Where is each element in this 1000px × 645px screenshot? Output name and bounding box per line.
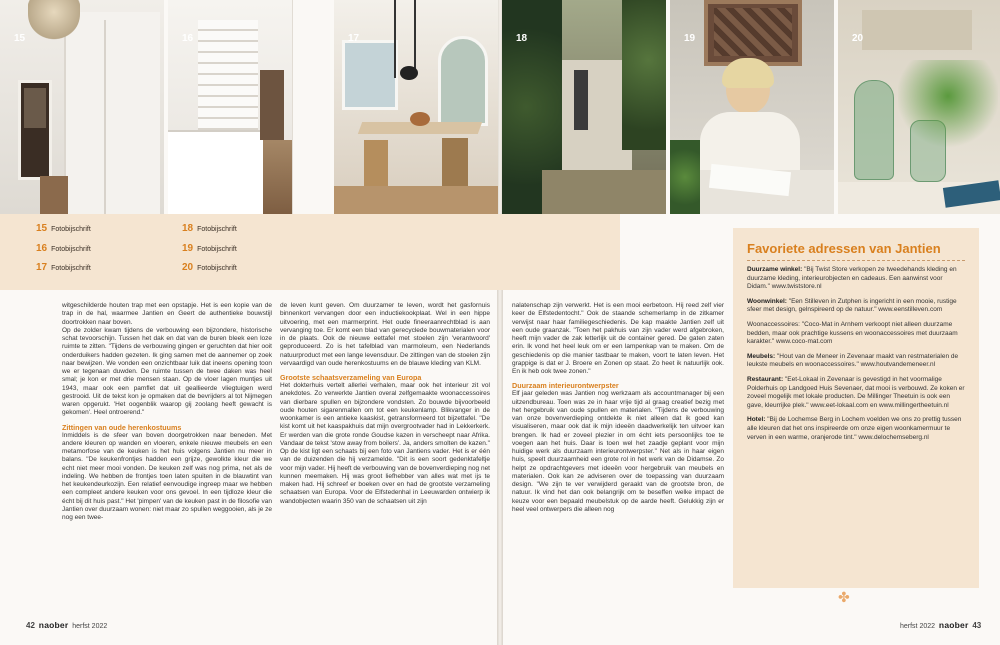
address-entry: Woonwinkel: "Een Stilleven in Zutphen is ingericht in een mooie, rustige sfeer met design, gelnspireerd op de natuur." www.eenstilleven.com <box>747 297 957 314</box>
photo-number: 17 <box>348 33 360 44</box>
subheading: Duurzaam interieurontwerpster <box>512 381 619 391</box>
text-column-2 <box>280 302 490 506</box>
address-entry: Hotel: "Bij de Lochemse Berg in Lochem voelden we ons zo prettig tussen alle kleuren dat het ons inspireerde om onze eigen woonkamermuur te verven in een warme, oranjerode tint." www.delochemseberg.nl <box>747 416 962 441</box>
address-entry: Restaurant: "Eet-Lokaal in Zevenaar is gevestigd in het voormalige Polderhuis op Landgoed Huis Sevenaer, dat mooi is verbouwd. Ze koken er zoveel mogelijk met lokale producten. De Millinger Theetuin is ook een gave, kleurrijke plek." www.eet-lokaal.com en www.millingertheetuin.nl <box>747 375 965 409</box>
footer-left <box>26 620 107 630</box>
paragraph: Het dokterhuis vertelt allerlei verhalen, maar ook het interieur zit vol anekdotes. Zo verwerkte Jantien overal zelfgemaakte woonaccessoires van dierbare spullen en bijzondere vondsten. Zo bouwde bijvoorbeeld oude houten sigarenmallen om tot een keukenlamp. Blikvanger in de woonkamer is een antieke kaaskist, getransformeerd tot bijzettafel. "De kist komt uit het kaaspakhuis dat mijn overgrootvader had in Lekkerkerk. Er werden van die grote ronde Goudse kazen in verscheept naar Afrika. Vandaar de tekst 'stow away from boilers'. Ja, anders smolten de kazen." Op de kist ligt een schaats bij een foto van Jantiens vader. Het is er één van de duizenden die hij verzamelde. "Dit is een soort gedenktafeltje voor mijn vader. Hij heeft de verbouwing van de bovenverdieping nog net kunnen meemaken. Hij was groot liefhebber van alles wat met ijs te maken had. Hij schreef er boeken over en had de grootste verzameling schaatsen van Europa. Voor de Elfstedenhal in Leeuwarden ontwierp ik wandobjecten waarin 350 van de schaatsen uit zijn <box>280 382 490 505</box>
photo-number: 16 <box>182 33 194 44</box>
photo-16 <box>168 0 330 214</box>
clover-icon: ✤ <box>838 589 850 605</box>
text-column-3 <box>512 302 724 514</box>
page-number: 43 <box>972 621 982 630</box>
subheading: Zittingen van oude herenkostuums <box>62 422 182 432</box>
sidebar-body <box>747 266 967 448</box>
address-entry: Meubels: "Hout van de Meneer in Zevenaar maakt van restmaterialen de leukste meubels en woonaccessoires." www.houtvandemeneer.nl <box>747 352 959 369</box>
photo-18 <box>502 0 666 214</box>
address-entry: Woonaccessoires: "Coco-Mat in Arnhem verkoopt niet alleen duurzame bedden, maar ook prachtige kussens en woonaccessoires met duurzaam karakter." www.coco-mat.com <box>747 320 958 346</box>
caption-20: 20 Fotobijschrift <box>182 262 237 273</box>
caption-19: 19 Fotobijschrift <box>182 243 237 254</box>
magazine-name: naober <box>938 620 969 630</box>
sidebar-divider <box>747 260 965 261</box>
photo-number: 20 <box>852 33 864 44</box>
caption-16: 16 Fotobijschrift <box>36 243 91 254</box>
paragraph: de leven kunt geven. Om duurzamer te leven, wordt het gasfornuis binnenkort vervangen door een inductiekookplaat. Wel in een hippe uitvoering, met een marmerprint. Het oude fineeraanrechtblad is aan vervanging toe. Er komt een blad van gerecyclede bouwmaterialen voor in de plaats. Ook de nieuwe eettafel met stoelen zijn 'verantwoord' geproduceerd. Zo is het tafelblad van marmoleum, een Nederlands natuurproduct met een lange levensduur. De zittingen van de stoelen zijn vervaardigd van oude herenkostuums en de blauwe kleding van KLM. <box>280 302 490 367</box>
paragraph: Inmiddels is de sfeer van boven doorgetrokken naar beneden. Met andere kleuren op wanden en vloeren, enkele nieuwe meubels en een metamorfose van de keuken is het huis volgens Jantien nu meer in balans. "De keukenfrontjes hadden een grijze, gewolkte kleur die we echt niet meer mooi vonden. De keuken zelf was nog prima, net als de indeling. We hebben de frontjes toen laten spuiten in de blauwtint van het keukendeurkozijn. Een relatief eenvoudige ingreep maar we hebben een compleet andere keuken voor ons gevoel. In een tijdloze kleur die écht bij dit huis past." Het 'pimpen' van de keuken past in de filosofie van Jantien over duurzaam wonen: niet maar zo spullen weggooien, als je ze nog een twee- <box>62 431 272 521</box>
issue-label: herfst 2022 <box>900 623 936 630</box>
page-number: 42 <box>26 621 35 630</box>
subheading: Grootste schaatsverzameling van Europa <box>280 373 422 382</box>
photo-15 <box>0 0 164 214</box>
photo-number: 15 <box>14 33 26 44</box>
photo-19 <box>670 0 834 214</box>
magazine-name: naober <box>38 620 69 630</box>
caption-panel <box>0 214 620 290</box>
issue-label: herfst 2022 <box>72 623 108 630</box>
caption-15: 15 Fotobijschrift <box>36 223 91 234</box>
text-column-1 <box>62 302 272 522</box>
photo-17 <box>334 0 498 214</box>
footer-right <box>900 620 981 630</box>
address-entry: Duurzame winkel: "Bij Twist Store verkopen ze tweedehands kleding en duurzame kleding, interieurobjecten en cadeaus. Een aanwinst voor Didam." www.twiststore.nl <box>747 266 957 291</box>
caption-18: 18 Fotobijschrift <box>182 223 237 234</box>
paragraph: Op de zolder kwam tijdens de verbouwing een bijzondere, historische schat tevoorschijn. Tussen het dak en dat van de buren bleek een loze ruimte te zitten. "Tijdens de verbouwing gingen er geruchten dat hier ooit onderduikers hadden gezeten. Ik ging samen met de aannemer op zoek naar bewijzen. We vonden een onzichtbaar luik dat ineens opening toon we er tegenaan duwden. De ruimte tussen de twee daken was heel smal; je kon er met drie mensen staan. Op de vloer lagen muntjes uit 1943, maar ook een pamflet dat uit geallieerde vliegtuigen werd gestrooid. Uit de tekst kon je opmaken dat de bevrijders al tot Nijmegen waren opgerukt. 'Het oogenblik waarop gij zoolang heeft gewacht is gekomen'. Heel ontroerend." <box>62 326 272 417</box>
photo-number: 19 <box>684 33 696 44</box>
paragraph: Elf jaar geleden was Jantien nog werkzaam als accountmanager bij een uitzendbureau. Toen was ze in haar vrije tijd al graag creatief bezig met het hergebruik van oude spullen en materialen. "Tijdens de verbouwing van onze bovenverdieping ontdekte ik niet alleen dat ik goed kan visualiseren, maar ook dat ik mijn ideeën daadwerkelijk ten uitvoer kan brengen. Ik had er zoveel plezier in om écht iets persoonlijks toe te voegen aan het huis. Daar is toen wel het zaadje geplant voor mijn huidige werk als duurzaam interieurontwerpster." Net als in haar eigen huis, speelt duurzaamheid een grote rol in het werk van de Didamse. Zo helpt ze opdrachtgevers met ideeën voor hergebruik van meubels en materialen. Ook kan ze adviseren over de toepassing van duurzaam design. "We zijn te ver verwijderd geraakt van de grootste bron, de natuur. Ik vind het dan ook belangrijk om te beseffen welke impact de keuze voor een bepaald meubelstuk op de aarde heeft. Gelukkig zijn er heel veel ontwerpers die alleen nog <box>512 390 724 513</box>
paragraph: nalatenschap zijn verwerkt. Het is een mooi eerbetoon. Hij reed zelf vier keer de Elfstedentocht." Ook de staande schemerlamp in de zitkamer verwijst naar haar familiegeschiedenis. De kap maakte Jantien zelf uit een oude graanzak. "Toen het pakhuis van zijn vader werd afgebroken, heeft mijn vader de zak letterlijk uit de container gered. De gaten zaten erin. Ik vond het heel leuk om er een lampenkap van te maken. Om de geschiedenis op die manier tastbaar te maken, voort te laten leven. Het grappige is dat er J. Broere en Zonen op staat. Zo heet ik natuurlijk ook. En ik heb ook twee zonen." <box>512 302 724 375</box>
favorite-addresses-box <box>733 228 979 588</box>
paragraph: witgeschilderde houten trap met een opstapje. Het is een kopie van de trap in de hal, waarmee Jantien en Geert de authentieke bouwstijl doortrokken naar boven. <box>62 302 272 326</box>
photo-number: 18 <box>516 33 528 44</box>
caption-17: 17 Fotobijschrift <box>36 262 91 273</box>
sidebar-title: Favoriete adressen van Jantien <box>747 241 941 256</box>
photo-20 <box>838 0 1000 214</box>
